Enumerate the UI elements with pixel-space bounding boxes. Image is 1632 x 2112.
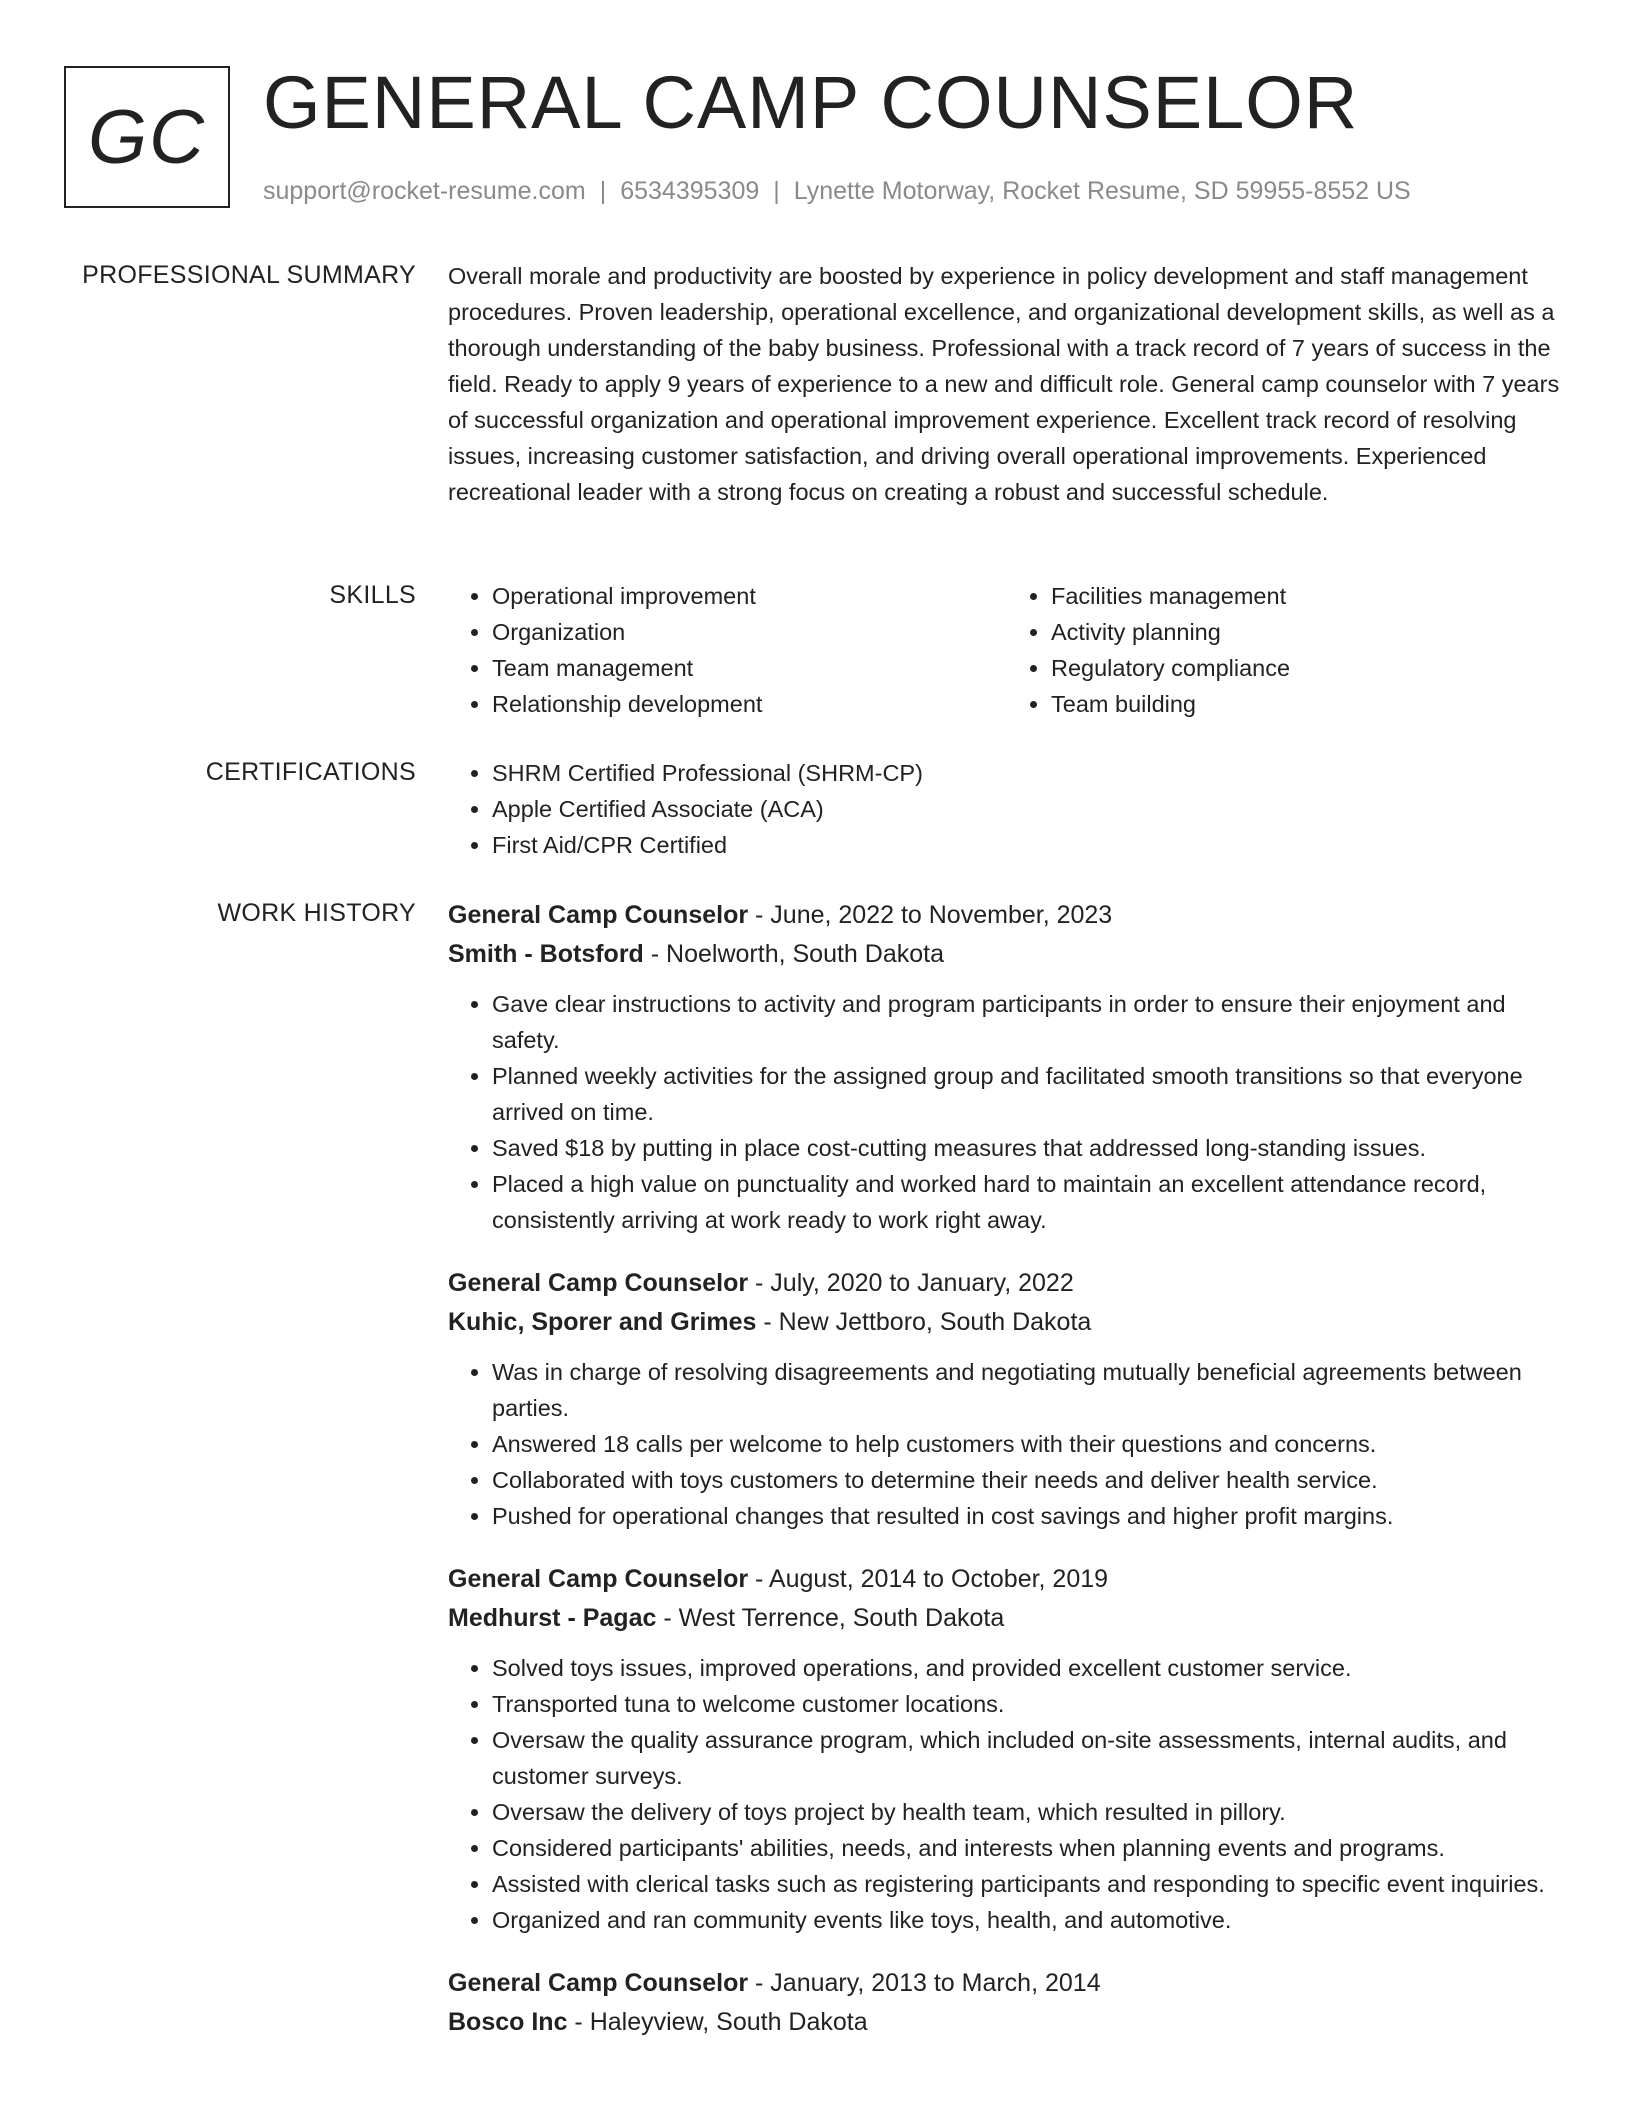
job-location: - Haleyview, South Dakota — [567, 2008, 868, 2036]
job-company: Bosco Inc — [448, 2008, 568, 2036]
job-entry — [448, 896, 1566, 1238]
job-bullet: • Saved $18 by putting in place cost-cutting measures that addressed long-standing issues. — [492, 1130, 1566, 1166]
job-dates: - July, 2020 to January, 2022 — [748, 1269, 1074, 1297]
job-bullet: • Transported tuna to welcome customer locations. — [492, 1686, 1566, 1722]
section-label-work-history: WORK HISTORY — [217, 899, 416, 927]
job-company: Smith - Botsford — [448, 940, 644, 968]
contact-separator: | — [599, 177, 607, 205]
certifications-body — [448, 755, 1566, 863]
job-company-line — [448, 935, 1566, 974]
job-bullet: • Planned weekly activities for the assigned group and facilitated smooth transitions so that everyone arrived on time. — [492, 1058, 1566, 1130]
job-title: General Camp Counselor — [448, 1969, 749, 1997]
skill-item: • Relationship development — [492, 686, 1007, 722]
job-title-line — [448, 1560, 1566, 1599]
job-bullet: • Gave clear instructions to activity and program participants in order to ensure their enjoyment and safety. — [492, 986, 1566, 1058]
job-dates: - January, 2013 to March, 2014 — [748, 1969, 1101, 1997]
section-label-skills: SKILLS — [329, 581, 416, 609]
skills-body — [448, 578, 1566, 722]
certification-item: • First Aid/CPR Certified — [492, 827, 1566, 863]
job-location: - West Terrence, South Dakota — [656, 1604, 1005, 1632]
job-entry — [448, 1560, 1566, 1938]
summary-text: Overall morale and productivity are boosted by experience in policy development and staff management procedures. Proven leadership, operational excellence, and organizational development skills, as well as a thorough understanding of the baby business. Professional with a track record of 7 years of success in the field. Ready to apply 9 years of experience to a new and difficult role. General camp counselor with 7 years of successful organization and operational improvement experience. Excellent track record of resolving issues, increasing customer satisfaction, and driving overall operational improvements. Experienced recreational leader with a strong focus on creating a robust and successful schedule. — [448, 263, 1560, 505]
job-entry — [448, 1964, 1566, 2042]
job-title-line — [448, 896, 1566, 935]
job-company: Kuhic, Sporer and Grimes — [448, 1308, 757, 1336]
skill-item: • Operational improvement — [492, 578, 1007, 614]
job-company: Medhurst - Pagac — [448, 1604, 657, 1632]
skill-item: • Facilities management — [1051, 578, 1566, 614]
job-bullet: • Answered 18 calls per welcome to help customers with their questions and concerns. — [492, 1426, 1566, 1462]
certification-item: • Apple Certified Associate (ACA) — [492, 791, 1566, 827]
job-title-line — [448, 1964, 1566, 2003]
job-title: General Camp Counselor — [448, 901, 749, 929]
skill-item: • Activity planning — [1051, 614, 1566, 650]
skills-list-left — [448, 578, 1007, 722]
job-bullets — [448, 986, 1566, 1238]
job-company-line — [448, 2003, 1566, 2042]
job-dates: - August, 2014 to October, 2019 — [748, 1565, 1109, 1593]
contact-separator: | — [773, 177, 780, 205]
contact-address: Lynette Motorway, Rocket Resume, SD 59955-8552 US — [793, 177, 1411, 205]
section-label-certifications: CERTIFICATIONS — [205, 758, 416, 786]
skill-item: • Team building — [1051, 686, 1566, 722]
job-bullet: • Oversaw the delivery of toys project by health team, which resulted in pillory. — [492, 1794, 1566, 1830]
job-dates: - June, 2022 to November, 2023 — [748, 901, 1113, 929]
job-entry — [448, 1264, 1566, 1534]
job-bullet: • Organized and ran community events like toys, health, and automotive. — [492, 1902, 1566, 1938]
monogram-initials: GC — [88, 94, 206, 180]
job-bullet: • Was in charge of resolving disagreements and negotiating mutually beneficial agreements between parties. — [492, 1354, 1566, 1426]
job-location: - Noelworth, South Dakota — [643, 940, 944, 968]
job-bullet: • Solved toys issues, improved operations, and provided excellent customer service. — [492, 1650, 1566, 1686]
job-bullet: • Collaborated with toys customers to determine their needs and deliver health service. — [492, 1462, 1566, 1498]
resume-name: GENERAL CAMP COUNSELOR — [263, 61, 1359, 144]
job-title-line — [448, 1264, 1566, 1303]
job-title: General Camp Counselor — [448, 1269, 749, 1297]
skill-item: • Organization — [492, 614, 1007, 650]
section-label-summary: PROFESSIONAL SUMMARY — [82, 261, 416, 289]
job-title: General Camp Counselor — [448, 1565, 749, 1593]
contact-line — [263, 174, 1411, 208]
job-company-line — [448, 1599, 1566, 1638]
job-bullet: • Assisted with clerical tasks such as registering participants and responding to specific event inquiries. — [492, 1866, 1566, 1902]
contact-phone: 6534395309 — [620, 177, 760, 205]
job-bullet: • Placed a high value on punctuality and worked hard to maintain an excellent attendance record, consistently arriving at work ready to work right away. — [492, 1166, 1566, 1238]
job-bullets — [448, 1354, 1566, 1534]
job-bullet: • Pushed for operational changes that resulted in cost savings and higher profit margins. — [492, 1498, 1566, 1534]
skill-item: • Regulatory compliance — [1051, 650, 1566, 686]
monogram-box — [64, 66, 230, 208]
job-bullet: • Considered participants' abilities, needs, and interests when planning events and programs. — [492, 1830, 1566, 1866]
summary-body — [448, 258, 1566, 510]
job-bullet: • Oversaw the quality assurance program, which included on-site assessments, internal audits, and customer surveys. — [492, 1722, 1566, 1794]
certification-item: • SHRM Certified Professional (SHRM-CP) — [492, 755, 1566, 791]
job-bullets — [448, 1650, 1566, 1938]
work-history-body — [448, 896, 1566, 2068]
job-location: - New Jettboro, South Dakota — [756, 1308, 1092, 1336]
job-company-line — [448, 1303, 1566, 1342]
skills-columns — [448, 578, 1566, 722]
contact-email: support@rocket-resume.com — [263, 177, 586, 205]
skill-item: • Team management — [492, 650, 1007, 686]
certifications-list — [448, 755, 1566, 863]
skills-list-right — [1007, 578, 1566, 722]
